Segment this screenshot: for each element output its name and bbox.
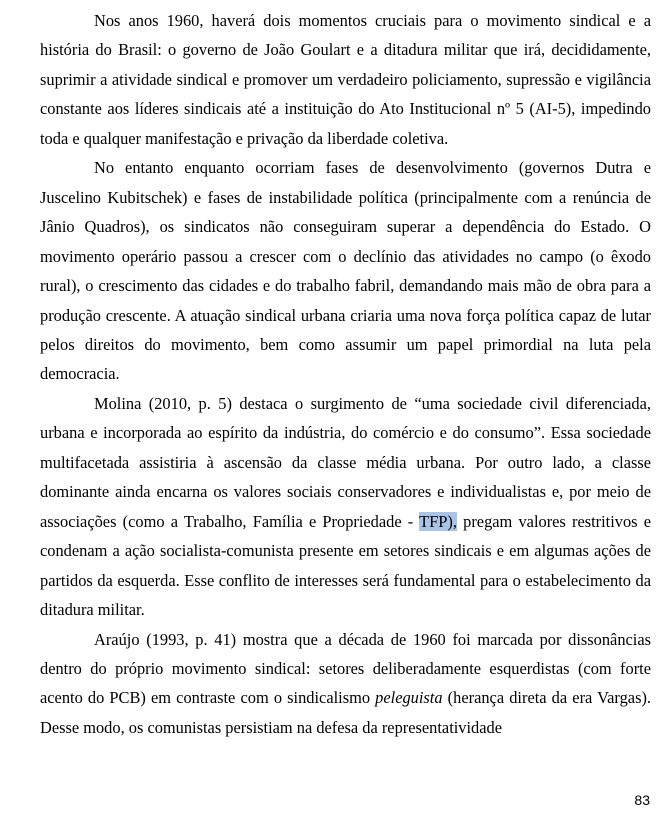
paragraph-2[interactable]: No entanto enquanto ocorriam fases de desenvolvimento (governos Dutra e Juscelino Kubitschek) e fases de instabilidade política (principalmente com a renúncia de Jânio Quadros), os sindicatos não conseguiram superar a dependência do Estado. O movimento operário passou a crescer com o declínio das atividades no campo (o êxodo rural), o crescimento das cidades e do trabalho fabril, demandando mais mão de obra para a produção crescente. A atuação sindical urbana criaria uma nova força política capaz de lutar pelos direitos do movimento, bem como assumir um papel primordial na luta pela democracia. <box>40 158 651 384</box>
highlighted-selection[interactable]: TFP), <box>419 511 457 531</box>
paragraph-4-text-start[interactable]: Araújo (1993, p. 41) mostra que a década de 1960 foi marcada por dissonâncias dentro do próprio movimento sindical: setores deliberadamente esquerdistas (com forte acento do PCB) em contraste com o sindicalismo <box>40 629 651 708</box>
body-text <box>40 6 651 742</box>
page-number: 83 <box>634 792 650 808</box>
paragraph-4-text-end[interactable]: (herança direta da era Vargas). Desse modo, os comunistas persistiam na defesa da representatividade <box>40 688 652 737</box>
paragraph-4[interactable] <box>40 625 651 743</box>
paragraph-1[interactable]: Nos anos 1960, haverá dois momentos cruciais para o movimento sindical e a história do Brasil: o governo de João Goulart e a ditadura militar que irá, decididamente, suprimir a atividade sindical e promover um verdadeiro policiamento, supressão e vigilância constante aos líderes sindicais até a instituição do Ato Institucional nº 5 (AI-5), impedindo toda e qualquer manifestação e privação da liberdade coletiva. <box>40 11 651 148</box>
paragraph-3[interactable] <box>40 389 651 625</box>
italic-term[interactable]: peleguista <box>375 688 443 708</box>
paragraph-3-text-end[interactable]: pregam valores restritivos e condenam a ação socialista-comunista presente em setores sindicais e em algumas ações de partidos da esquerda. Esse conflito de interesses será fundamental para o estabelecimento da ditadura militar. <box>40 511 652 620</box>
paragraph-3-text-start[interactable]: Molina (2010, p. 5) destaca o surgimento de “uma sociedade civil diferenciada, urbana e incorporada ao espírito da indústria, do comércio e do consumo”. Essa sociedade multifacetada assistiria à ascensão da classe média urbana. Por outro lado, a classe dominante ainda encarna os valores sociais conservadores e individualistas e, por meio de associações (como a Trabalho, Família e Propriedade - <box>40 393 651 531</box>
